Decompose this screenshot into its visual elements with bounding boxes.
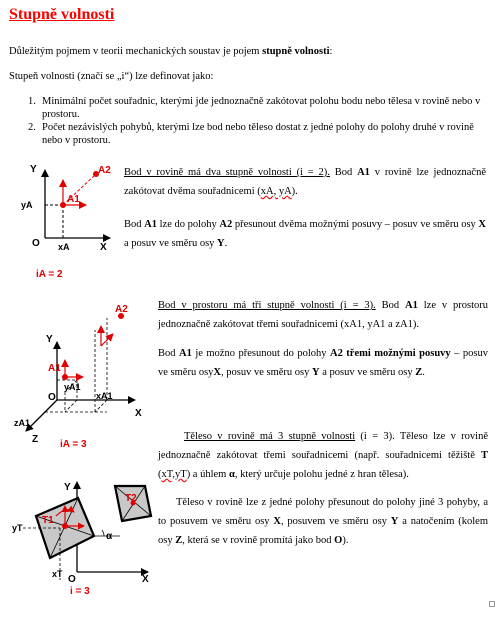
point-ref: O bbox=[334, 535, 343, 546]
section2-paragraph bbox=[158, 296, 488, 334]
coords: xA, yA bbox=[260, 186, 292, 197]
text: přesunout dvěma možnými posuvy – posuv ve směru osy bbox=[232, 219, 479, 230]
text: , který určuje polohu jedné z hran tělesa). bbox=[234, 469, 409, 480]
dof-label: iA = 2 bbox=[36, 269, 63, 280]
body-label-t1: T1 bbox=[42, 515, 54, 526]
text: lze do polohy bbox=[156, 219, 220, 230]
intro-colon: : bbox=[329, 46, 333, 57]
axis-label-x: X bbox=[142, 574, 149, 585]
text: a posuv ve směru osy bbox=[319, 367, 416, 378]
corner-marker bbox=[489, 601, 495, 607]
axis-label-y: Y bbox=[30, 164, 37, 175]
point-label-a1: A1 bbox=[48, 363, 61, 374]
axis-label-y: Y bbox=[64, 482, 71, 493]
text: lze v prostoru jednoznačně zakótovat třemi souřadnicemi (xA1, yA1 a zA1). bbox=[158, 300, 488, 330]
axis-ref: X bbox=[213, 367, 222, 378]
projection-line bbox=[65, 400, 77, 412]
text: a natočením (kolem osy bbox=[158, 516, 488, 546]
text: je možno přesunout do polohy bbox=[191, 348, 330, 359]
text: ). bbox=[291, 186, 298, 197]
list-text: Počet nezávislých pohybů, kterými lze bod nebo těleso dostat z jedné polohy do polohy druhé v rovině nebo v prostoru. bbox=[42, 122, 474, 146]
angle-label: α bbox=[106, 531, 113, 542]
intro-paragraph bbox=[9, 45, 489, 58]
figure-point-in-plane bbox=[14, 158, 124, 288]
origin-label: O bbox=[68, 574, 76, 585]
section3-paragraph2 bbox=[158, 493, 488, 550]
text: Těleso v rovině lze z jedné polohy přesunout do polohy jiné 3 pohyby, a to posuvem ve směru osy bbox=[158, 497, 488, 527]
point-label-a2: A2 bbox=[98, 165, 111, 176]
point-label-a2: A2 bbox=[115, 304, 128, 315]
dof-label: i = 3 bbox=[70, 586, 90, 597]
axis-ref: Y bbox=[312, 367, 320, 378]
origin-label: O bbox=[32, 238, 40, 249]
text: , která se v rovině promítá jako bod bbox=[182, 535, 335, 546]
dof-label: iA = 3 bbox=[60, 439, 87, 450]
point-ref: A1 bbox=[357, 167, 370, 178]
intro-bold-term: stupně volnosti bbox=[262, 46, 330, 57]
section2-heading: Bod v prostoru má tři stupně volnosti (i = 3). bbox=[158, 300, 376, 311]
text: Bod bbox=[329, 167, 358, 178]
page-title: Stupně volnosti bbox=[9, 6, 115, 23]
axis-ref: Y bbox=[390, 516, 399, 527]
section1-paragraph bbox=[124, 163, 486, 201]
list-number: 2. bbox=[28, 122, 36, 133]
coords: xT,yT bbox=[161, 469, 187, 480]
projection-line bbox=[95, 400, 107, 412]
point-label-a1: A1 bbox=[67, 194, 80, 205]
text: ) a úhlem bbox=[186, 469, 229, 480]
axis-ref: X bbox=[478, 219, 487, 230]
axis-label-x: X bbox=[135, 408, 142, 419]
text: Bod bbox=[158, 348, 179, 359]
text: . bbox=[422, 367, 425, 378]
definition-list bbox=[28, 95, 488, 147]
text: – posuv ve směru osy bbox=[158, 348, 488, 378]
coord-label-za1: zA1 bbox=[14, 418, 31, 428]
text: ( bbox=[158, 469, 162, 480]
axis-ref: Z bbox=[415, 367, 423, 378]
text: , posuvem ve směru osy bbox=[280, 516, 391, 527]
point-ref: A1 bbox=[405, 300, 418, 311]
angle-ref: α bbox=[228, 469, 235, 480]
point-a1 bbox=[62, 374, 68, 380]
text: ). bbox=[342, 535, 349, 546]
coord-label-ya: yA bbox=[21, 200, 33, 210]
axis-ref: Y bbox=[217, 238, 225, 249]
point-ref: A2 bbox=[219, 219, 233, 230]
section1-heading: Bod v rovině má dva stupně volnosti (i = 2). bbox=[124, 167, 330, 178]
axis-label-x: X bbox=[100, 242, 107, 253]
point-a1 bbox=[60, 202, 66, 208]
text: v rovině lze jednoznačně zakótovat dvěma souřadnicemi ( bbox=[124, 167, 486, 197]
point-ref: A2 bbox=[329, 348, 343, 359]
section3-paragraph bbox=[158, 427, 488, 484]
text: Bod bbox=[375, 300, 406, 311]
coord-label-ya1: yA1 bbox=[64, 382, 81, 392]
list-item bbox=[28, 121, 488, 147]
coord-label-xt: xT bbox=[52, 569, 63, 579]
coord-label-xa: xA bbox=[58, 242, 70, 252]
axis-ref: Z bbox=[175, 535, 183, 546]
text: , posuv ve směru osy bbox=[221, 367, 313, 378]
list-item bbox=[28, 95, 488, 121]
point-ref: A1 bbox=[179, 348, 192, 359]
section3-heading: Těleso v rovině má 3 stupně volnosti bbox=[184, 431, 356, 442]
origin-label: O bbox=[48, 392, 56, 403]
point-ref: A1 bbox=[144, 219, 157, 230]
centroid-t1 bbox=[62, 523, 68, 529]
list-text: Minimální počet souřadnic, kterými jde jednoznačně zakótovat polohu bodu nebo tělesa v rovině nebo v prostoru. bbox=[42, 96, 481, 120]
body-label-t2: T2 bbox=[125, 493, 137, 504]
bold-text: třemi možnými posuvy bbox=[342, 348, 451, 359]
figure-point-in-space bbox=[10, 296, 155, 454]
z-axis bbox=[26, 400, 57, 431]
axis-label-z: Z bbox=[32, 434, 39, 445]
coord-label-xa1: xA1 bbox=[96, 391, 113, 401]
list-number: 1. bbox=[28, 96, 36, 107]
point-ref: T bbox=[480, 450, 488, 461]
figure-body-in-plane bbox=[10, 476, 158, 604]
coord-label-yt: yT bbox=[12, 523, 23, 533]
section2-paragraph2 bbox=[158, 344, 488, 382]
text: Bod bbox=[124, 219, 145, 230]
axis-ref: X bbox=[273, 516, 281, 527]
intro-text: Důležitým pojmem v teorii mechanických soustav je pojem bbox=[9, 46, 263, 57]
text: (i = 3). Těleso lze v rovině jednoznačně zakótovat třemi souřadnicemi (např. souřadnicemi těžiště bbox=[158, 431, 488, 461]
definition-intro: Stupeň volnosti (značí se „i“) lze definovat jako: bbox=[9, 71, 214, 82]
text: . bbox=[224, 238, 228, 249]
section1-paragraph2 bbox=[124, 215, 486, 253]
axis-label-y: Y bbox=[46, 334, 53, 345]
text: a posuv ve směru osy bbox=[124, 238, 218, 249]
angle-arc bbox=[102, 530, 104, 536]
